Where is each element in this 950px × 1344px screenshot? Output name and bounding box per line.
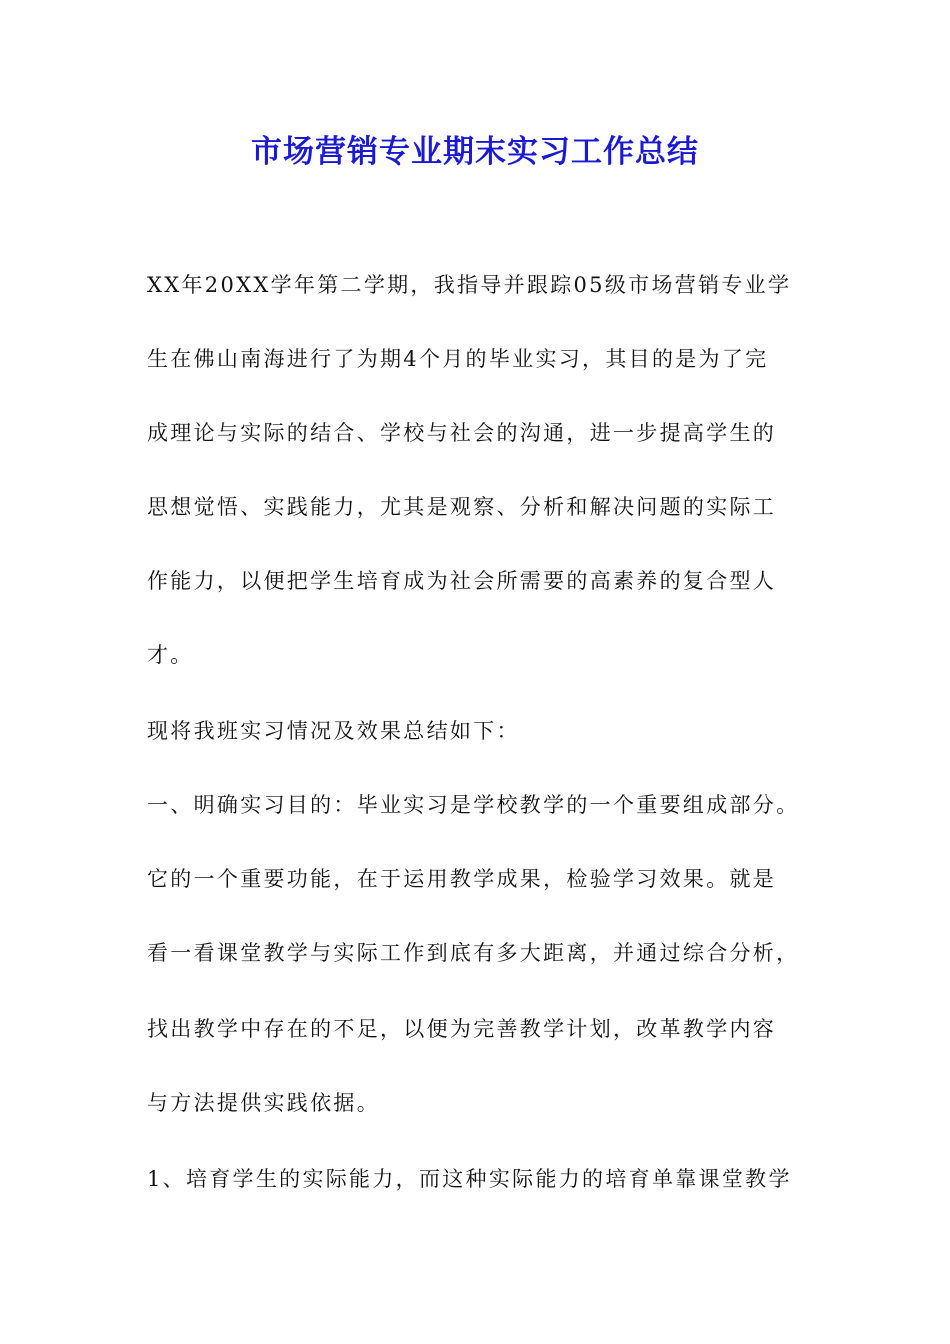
body-line: 才。 — [147, 643, 194, 667]
body-line: 作能力，以便把学生培育成为社会所需要的高素养的复合型人 — [147, 569, 777, 593]
body-line: 1、培育学生的实际能力，而这种实际能力的培育单靠课堂教学 — [147, 1167, 792, 1191]
document-title: 市场营销专业期末实习工作总结 — [251, 134, 699, 170]
body-line: 思想觉悟、实践能力，尤其是观察、分析和解决问题的实际工 — [147, 495, 777, 519]
body-line: 它的一个重要功能，在于运用教学成果，检验学习效果。就是 — [147, 867, 777, 891]
body-line: 找出教学中存在的不足，以便为完善教学计划，改革教学内容 — [147, 1017, 777, 1041]
body-line: 现将我班实习情况及效果总结如下： — [147, 719, 520, 743]
body-line: 看一看课堂教学与实际工作到底有多大距离，并通过综合分析， — [147, 941, 800, 965]
body-line: 一、明确实习目的：毕业实习是学校教学的一个重要组成部分。 — [147, 793, 800, 817]
body-line: 与方法提供实践依据。 — [147, 1091, 380, 1115]
body-line: XX年20XX学年第二学期，我指导并跟踪05级市场营销专业学 — [147, 273, 792, 297]
body-line: 生在佛山南海进行了为期4个月的毕业实习，其目的是为了完 — [147, 347, 769, 371]
body-line: 成理论与实际的结合、学校与社会的沟通，进一步提高学生的 — [147, 421, 777, 445]
